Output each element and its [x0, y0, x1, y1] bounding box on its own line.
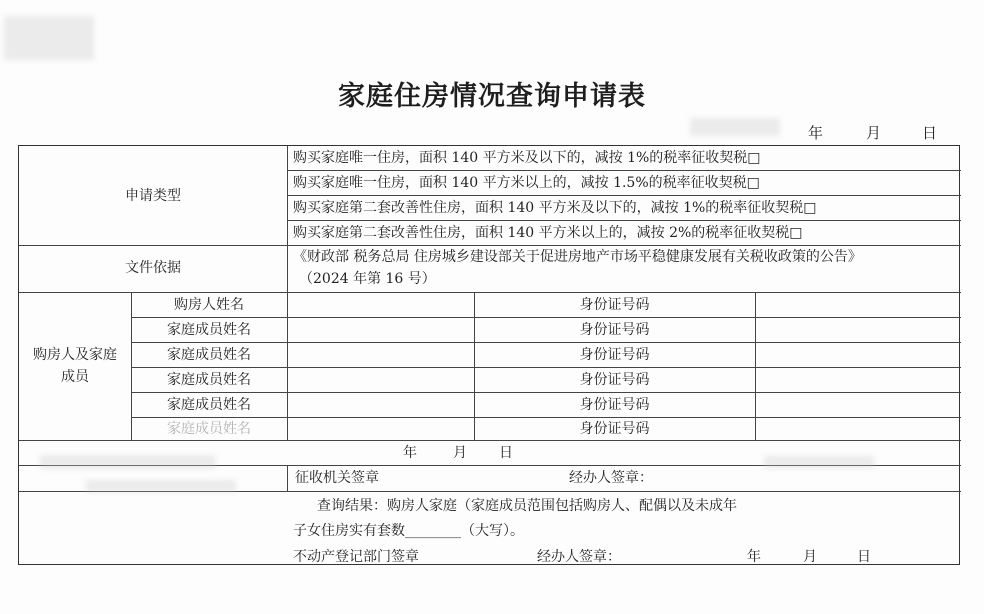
id-number-label: 身份证号码: [579, 322, 650, 338]
members-group-label: 购房人及家庭: [33, 347, 117, 363]
mid-date-month: 月: [453, 445, 467, 461]
application-type-option[interactable]: 购买家庭唯一住房，面积 140 平方米及以下的，减按 1%的税率征收契税□: [293, 150, 761, 166]
member-name-label: 家庭成员姓名: [167, 347, 251, 363]
id-number-field[interactable]: [757, 319, 959, 341]
id-number-field[interactable]: [757, 419, 959, 439]
application-type-option[interactable]: 购买家庭唯一住房，面积 140 平方米以上的，减按 1.5%的税率征收契税□: [293, 175, 760, 191]
member-name-field[interactable]: [289, 419, 472, 439]
scan-smudge: [4, 16, 94, 60]
basis-text-line1: 《财政部 税务总局 住房城乡建设部关于促进房地产市场平稳健康发展有关税收政策的公告》: [293, 249, 862, 265]
application-type-option[interactable]: 购买家庭第二套改善性住房，面积 140 平方米及以下的，减按 1%的税率征收契税□: [293, 200, 817, 216]
id-number-label: 身份证号码: [579, 372, 650, 388]
query-result-line1: 查询结果：购房人家庭（家庭成员范围包括购房人、配偶以及未成年: [317, 498, 737, 514]
id-number-field[interactable]: [757, 344, 959, 366]
id-number-field[interactable]: [757, 294, 959, 316]
scan-smudge: [40, 455, 215, 469]
member-name-label: 家庭成员姓名: [167, 397, 251, 413]
result-date-year: 年: [747, 549, 761, 565]
id-number-field[interactable]: [757, 394, 959, 416]
id-number-label: 身份证号码: [579, 421, 650, 437]
result-date-month: 月: [803, 549, 817, 565]
registry-seal-label: 不动产登记部门签章: [293, 549, 419, 565]
id-number-label: 身份证号码: [579, 397, 650, 413]
buyer-name-field[interactable]: [289, 294, 472, 316]
result-date-day: 日: [857, 549, 871, 565]
basis-label: 文件依据: [125, 260, 181, 276]
member-name-field[interactable]: [289, 344, 472, 366]
member-name-label: 家庭成员姓名: [167, 372, 251, 388]
query-result-line2: 子女住房实有套数________（大写）。: [293, 523, 524, 539]
top-date-year: 年: [808, 124, 824, 142]
id-number-label: 身份证号码: [579, 297, 650, 313]
application-form-table: [18, 145, 960, 565]
scan-smudge: [690, 118, 780, 136]
top-date-day: 日: [922, 124, 938, 142]
member-name-label: 家庭成员姓名: [167, 322, 251, 338]
application-type-label: 申请类型: [125, 188, 181, 204]
scan-smudge: [764, 456, 874, 468]
members-group-label: 成员: [61, 369, 89, 385]
form-title: 家庭住房情况查询申请表: [338, 81, 646, 112]
id-number-field[interactable]: [757, 369, 959, 391]
application-type-option[interactable]: 购买家庭第二套改善性住房，面积 140 平方米以上的，减按 2%的税率征收契税□: [293, 225, 803, 241]
member-name-field[interactable]: [289, 369, 472, 391]
member-name-field[interactable]: [289, 319, 472, 341]
member-name-label: 家庭成员姓名: [167, 421, 251, 437]
scan-smudge: [86, 480, 236, 492]
tax-handler-seal-label: 经办人签章：: [569, 470, 653, 486]
mid-date-day: 日: [499, 445, 513, 461]
basis-text-line2: （2024 年第 16 号）: [299, 271, 436, 287]
mid-date-year: 年: [403, 445, 417, 461]
top-date-month: 月: [866, 124, 882, 142]
tax-office-seal-label: 征收机关签章: [295, 470, 379, 486]
member-name-field[interactable]: [289, 394, 472, 416]
registry-handler-label: 经办人签章：: [537, 549, 621, 565]
id-number-label: 身份证号码: [579, 347, 650, 363]
buyer-name-label: 购房人姓名: [174, 297, 244, 313]
